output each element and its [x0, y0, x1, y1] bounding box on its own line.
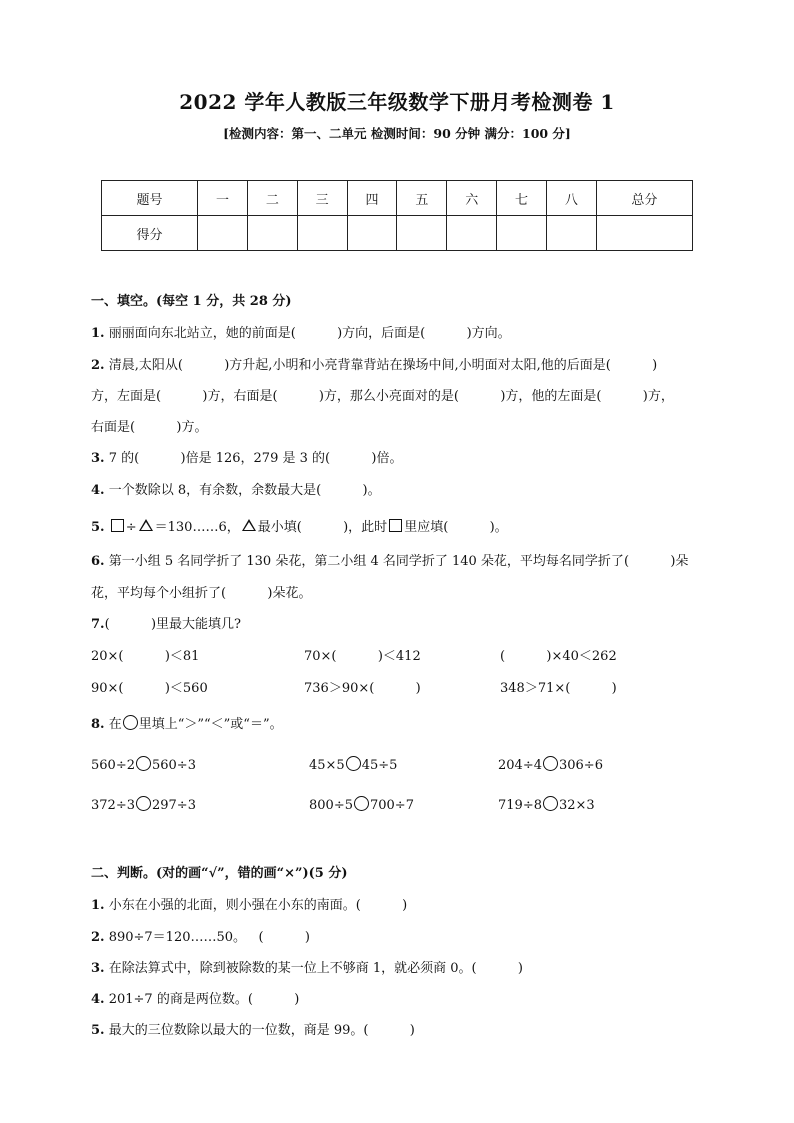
question-number: 1.: [91, 898, 105, 913]
score-table-score-row: [102, 216, 693, 251]
compare-right: 560÷3: [151, 758, 196, 773]
circle-icon: [123, 715, 138, 730]
answer-circle[interactable]: [543, 756, 558, 771]
question-number: 8.: [91, 717, 105, 732]
question-number: 5.: [91, 520, 105, 535]
answer-circle[interactable]: [136, 796, 151, 811]
question-text: 890÷7＝120……50。 ( ): [104, 930, 310, 945]
compare-left: 560÷2: [91, 758, 135, 773]
question-number: 5.: [91, 1023, 105, 1038]
question-1-2-line3: 右面是( )方。: [91, 420, 208, 435]
question-text: 最小填( )，此时: [257, 520, 388, 535]
question-text: 7 的( )倍是 126，279 是 3 的( )倍。: [104, 451, 403, 466]
question-text: 在除法算式中，除到被除数的某一位上不够商 1，就必须商 0。( ): [104, 961, 523, 976]
question-number: 1.: [91, 326, 105, 341]
score-table-cell: 六: [447, 181, 497, 216]
question-2-5: [91, 1019, 415, 1038]
square-icon: [389, 519, 402, 532]
compare-right: 297÷3: [151, 798, 196, 813]
compare-left: 372÷3: [91, 798, 135, 813]
compare-item: [309, 756, 397, 773]
question-2-4: [91, 988, 299, 1007]
compare-left: 204÷4: [498, 758, 542, 773]
score-table-cell: 八: [546, 181, 596, 216]
question-text: 201÷7 的商是两位数。( ): [104, 992, 300, 1007]
score-table-header-row: [102, 181, 693, 216]
question-number: 3.: [91, 451, 105, 466]
score-input-cell[interactable]: [546, 216, 596, 251]
question-2-3: [91, 957, 523, 976]
square-icon: [111, 519, 124, 532]
question-text: 第一小组 5 名同学折了 130 朵花，第二小组 4 名同学折了 140 朵花，平均每名同学折了( )朵: [104, 554, 689, 569]
question-1-5: [91, 516, 508, 535]
answer-circle[interactable]: [543, 796, 558, 811]
question-2-1: [91, 894, 407, 913]
question-1-1: [91, 322, 511, 341]
question-text: 最大的三位数除以最大的一位数，商是 99。( ): [104, 1023, 415, 1038]
compare-item: [91, 756, 196, 773]
question-number: 4.: [91, 483, 105, 498]
answer-circle[interactable]: [346, 756, 361, 771]
q7-item: ( )×40＜262: [500, 649, 617, 664]
question-1-8: [91, 713, 283, 732]
section-2-heading: 二、判断。(对的画“√”，错的画“×”)(5 分): [91, 866, 348, 881]
triangle-icon: [242, 519, 256, 531]
score-input-cell[interactable]: [596, 216, 692, 251]
question-text: 里应填( )。: [404, 520, 508, 535]
score-input-cell[interactable]: [198, 216, 248, 251]
answer-circle[interactable]: [136, 756, 151, 771]
score-table-cell: 五: [397, 181, 447, 216]
compare-right: 700÷7: [369, 798, 414, 813]
question-text: 清晨,太阳从( )方升起,小明和小亮背靠背站在操场中间,小明面对太阳,他的后面是( ): [104, 358, 658, 373]
compare-item: [91, 796, 196, 813]
exam-info: [检测内容：第一、二单元 检测时间：90 分钟 满分：100 分]: [223, 126, 571, 141]
triangle-icon: [139, 519, 153, 531]
question-number: 2.: [91, 930, 105, 945]
question-1-6-line1: [91, 550, 688, 569]
question-text: 在: [104, 717, 122, 732]
question-text: 丽丽面向东北站立，她的前面是( )方向，后面是( )方向。: [104, 326, 511, 341]
answer-circle[interactable]: [354, 796, 369, 811]
score-table-cell: 四: [347, 181, 397, 216]
score-table-cell: 三: [297, 181, 347, 216]
compare-left: 45×5: [309, 758, 345, 773]
page-title: 2022 学年人教版三年级数学下册月考检测卷 1: [179, 90, 615, 114]
question-2-2: [91, 926, 310, 945]
question-number: 6.: [91, 554, 105, 569]
score-table-cell: 一: [198, 181, 248, 216]
score-input-cell[interactable]: [347, 216, 397, 251]
section-1-heading: 一、填空。(每空 1 分，共 28 分): [91, 294, 292, 309]
compare-right: 45÷5: [361, 758, 398, 773]
score-input-cell[interactable]: [497, 216, 547, 251]
q7-item: 70×( )＜412: [304, 649, 421, 664]
question-number: 7.: [91, 617, 105, 632]
question-1-4: [91, 479, 381, 498]
question-text: ( )里最大能填几?: [104, 617, 242, 632]
question-text: ＝130……6，: [154, 520, 240, 535]
score-input-cell[interactable]: [447, 216, 497, 251]
score-table-cell: 总分: [596, 181, 692, 216]
question-1-2-line2: 方，左面是( )方，右面是( )方，那么小亮面对的是( )方，他的左面是( )方，: [91, 389, 674, 404]
question-1-3: [91, 447, 402, 466]
question-1-6-line2: 花，平均每个小组折了( )朵花。: [91, 586, 312, 601]
score-label: 得分: [102, 216, 198, 251]
compare-left: 719÷8: [498, 798, 542, 813]
score-table-cell: 二: [247, 181, 297, 216]
q7-item: 90×( )＜560: [91, 681, 208, 696]
question-number: 3.: [91, 961, 105, 976]
question-number: 4.: [91, 992, 105, 1007]
question-text: 里填上“＞”“＜”或“＝”。: [138, 717, 283, 732]
question-1-7: [91, 613, 241, 632]
compare-item: [309, 796, 414, 813]
question-number: 2.: [91, 358, 105, 373]
score-table-cell: 题号: [102, 181, 198, 216]
compare-right: 32×3: [558, 798, 595, 813]
score-table-cell: 七: [497, 181, 547, 216]
score-table: [101, 180, 693, 251]
compare-item: [498, 796, 595, 813]
q7-item: 20×( )＜81: [91, 649, 200, 664]
question-text: 一个数除以 8，有余数，余数最大是( )。: [104, 483, 381, 498]
q7-item: 736＞90×( ): [304, 681, 421, 696]
score-input-cell[interactable]: [247, 216, 297, 251]
question-text: ÷: [125, 520, 137, 535]
question-1-2-line1: [91, 354, 657, 373]
compare-left: 800÷5: [309, 798, 353, 813]
q7-item: 348＞71×( ): [500, 681, 617, 696]
score-input-cell[interactable]: [297, 216, 347, 251]
score-input-cell[interactable]: [397, 216, 447, 251]
question-text: 小东在小强的北面，则小强在小东的南面。( ): [104, 898, 408, 913]
compare-right: 306÷6: [558, 758, 603, 773]
compare-item: [498, 756, 603, 773]
